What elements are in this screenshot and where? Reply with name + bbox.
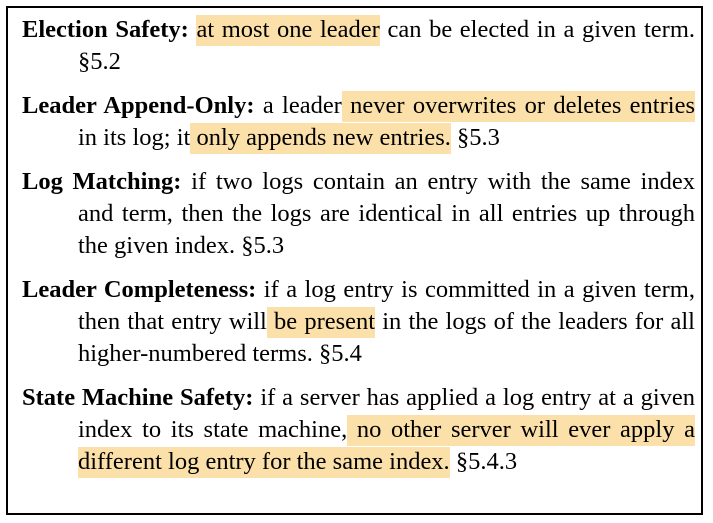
property-state-machine-safety bbox=[22, 382, 695, 478]
property-election-safety bbox=[22, 14, 695, 78]
property-term: State Machine Safety: bbox=[22, 384, 254, 411]
property-term: Log Matching: bbox=[22, 168, 182, 195]
property-text: if a server has applied a log entry at a given index to its state machine, bbox=[78, 384, 695, 443]
highlighted-text: be present bbox=[267, 307, 375, 338]
property-term: Leader Completeness: bbox=[22, 276, 257, 303]
property-text: if a log entry is committed in a given term, then that entry will bbox=[78, 276, 695, 335]
property-text: §5.4.3 bbox=[449, 448, 518, 475]
highlighted-text: never overwrites or deletes entries bbox=[342, 91, 695, 122]
property-term: Leader Append-Only: bbox=[22, 92, 255, 119]
property-leader-completeness bbox=[22, 274, 695, 370]
property-text: if two logs contain an entry with the same index and term, then the logs are identical in all entries up through the given index. §5.3 bbox=[78, 168, 695, 259]
property-text: §5.3 bbox=[450, 124, 500, 151]
property-term: Election Safety: bbox=[22, 16, 189, 43]
property-text: a leader bbox=[254, 92, 342, 119]
highlighted-text: at most one leader bbox=[196, 15, 379, 46]
highlighted-text: only appends new entries. bbox=[190, 123, 451, 154]
highlighted-text: no other server will ever apply a different log entry for the same index. bbox=[78, 415, 695, 478]
property-text: in its log; it bbox=[78, 124, 191, 151]
properties-box bbox=[6, 6, 703, 515]
property-leader-append-only bbox=[22, 90, 695, 154]
property-text: in the logs of the leaders for all higher-numbered terms. §5.4 bbox=[78, 308, 695, 367]
property-log-matching bbox=[22, 166, 695, 262]
property-text: can be elected in a given term. §5.2 bbox=[78, 16, 696, 75]
